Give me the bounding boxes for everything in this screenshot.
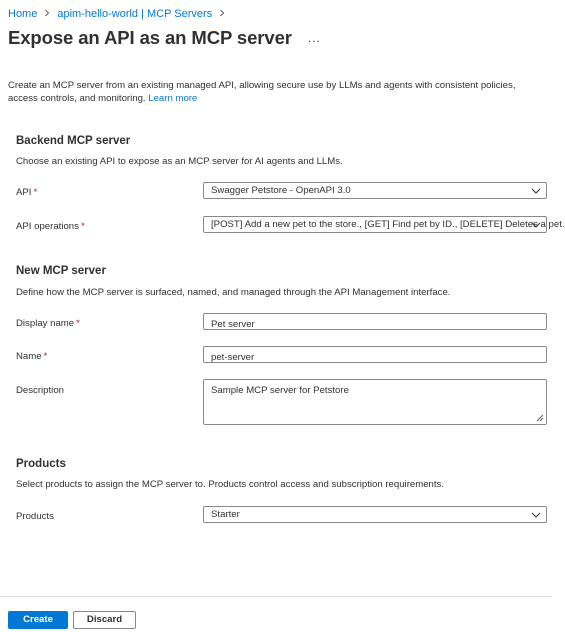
footer-divider bbox=[0, 596, 552, 597]
required-marker: * bbox=[80, 221, 85, 232]
api-operations-label-text: API operations bbox=[16, 221, 79, 232]
create-button[interactable]: Create bbox=[8, 611, 68, 629]
breadcrumb-mcp-servers-link[interactable]: apim-hello-world | MCP Servers bbox=[57, 8, 213, 20]
display-name-input[interactable] bbox=[204, 317, 546, 332]
name-label-text: Name bbox=[16, 351, 42, 362]
discard-button[interactable]: Discard bbox=[73, 611, 136, 629]
api-operations-dropdown[interactable] bbox=[203, 216, 565, 233]
api-dropdown[interactable] bbox=[203, 182, 547, 199]
required-marker: * bbox=[43, 351, 48, 362]
chevron-down-icon bbox=[531, 220, 541, 230]
products-dropdown-value: Starter bbox=[211, 509, 240, 520]
page-title: Expose an API as an MCP server bbox=[8, 27, 292, 48]
api-operations-label bbox=[16, 221, 85, 233]
new-server-section-description: Define how the MCP server is surfaced, named, and managed through the API Management interface. bbox=[16, 287, 451, 298]
description-field[interactable] bbox=[203, 379, 547, 425]
intro-description: Create an MCP server from an existing managed API, allowing secure use by LLMs and agents with consistent policies, access controls, and monitoring. bbox=[8, 80, 516, 104]
products-section-description: Select products to assign the MCP server to. Products control access and subscription requirements. bbox=[16, 479, 445, 490]
required-marker: * bbox=[33, 187, 38, 198]
products-label: Products bbox=[16, 511, 54, 522]
chevron-right-icon bbox=[212, 7, 232, 21]
api-label bbox=[16, 187, 37, 199]
backend-section-description: Choose an existing API to expose as an MCP server for AI agents and LLMs. bbox=[16, 156, 343, 167]
display-name-field[interactable] bbox=[203, 313, 547, 330]
breadcrumb-home-link[interactable]: Home bbox=[8, 8, 38, 20]
resize-grip-icon[interactable] bbox=[534, 412, 544, 422]
chevron-down-icon bbox=[531, 510, 541, 520]
display-name-label-text: Display name bbox=[16, 318, 75, 329]
description-textarea[interactable] bbox=[204, 380, 546, 424]
name-label bbox=[16, 351, 47, 363]
name-input[interactable] bbox=[204, 350, 546, 365]
description-label: Description bbox=[16, 385, 64, 396]
backend-section-title: Backend MCP server bbox=[16, 135, 131, 147]
more-options-button[interactable]: ... bbox=[307, 31, 321, 45]
display-name-label bbox=[16, 318, 80, 330]
api-operations-dropdown-value: [POST] Add a new pet to the store., [GET] Find pet by ID., [DELETE] Deletes a pet. bbox=[211, 219, 565, 230]
products-dropdown[interactable] bbox=[203, 506, 547, 523]
api-dropdown-value: Swagger Petstore - OpenAPI 3.0 bbox=[211, 185, 351, 196]
title-row bbox=[8, 26, 321, 50]
api-label-text: API bbox=[16, 187, 32, 198]
chevron-down-icon bbox=[531, 186, 541, 196]
learn-more-link[interactable]: Learn more bbox=[148, 93, 198, 104]
intro-text bbox=[8, 79, 544, 105]
breadcrumb bbox=[8, 7, 232, 21]
required-marker: * bbox=[76, 318, 80, 329]
chevron-right-icon bbox=[37, 7, 57, 21]
products-section-title: Products bbox=[16, 458, 66, 470]
new-server-section-title: New MCP server bbox=[16, 265, 106, 277]
name-field[interactable] bbox=[203, 346, 547, 363]
